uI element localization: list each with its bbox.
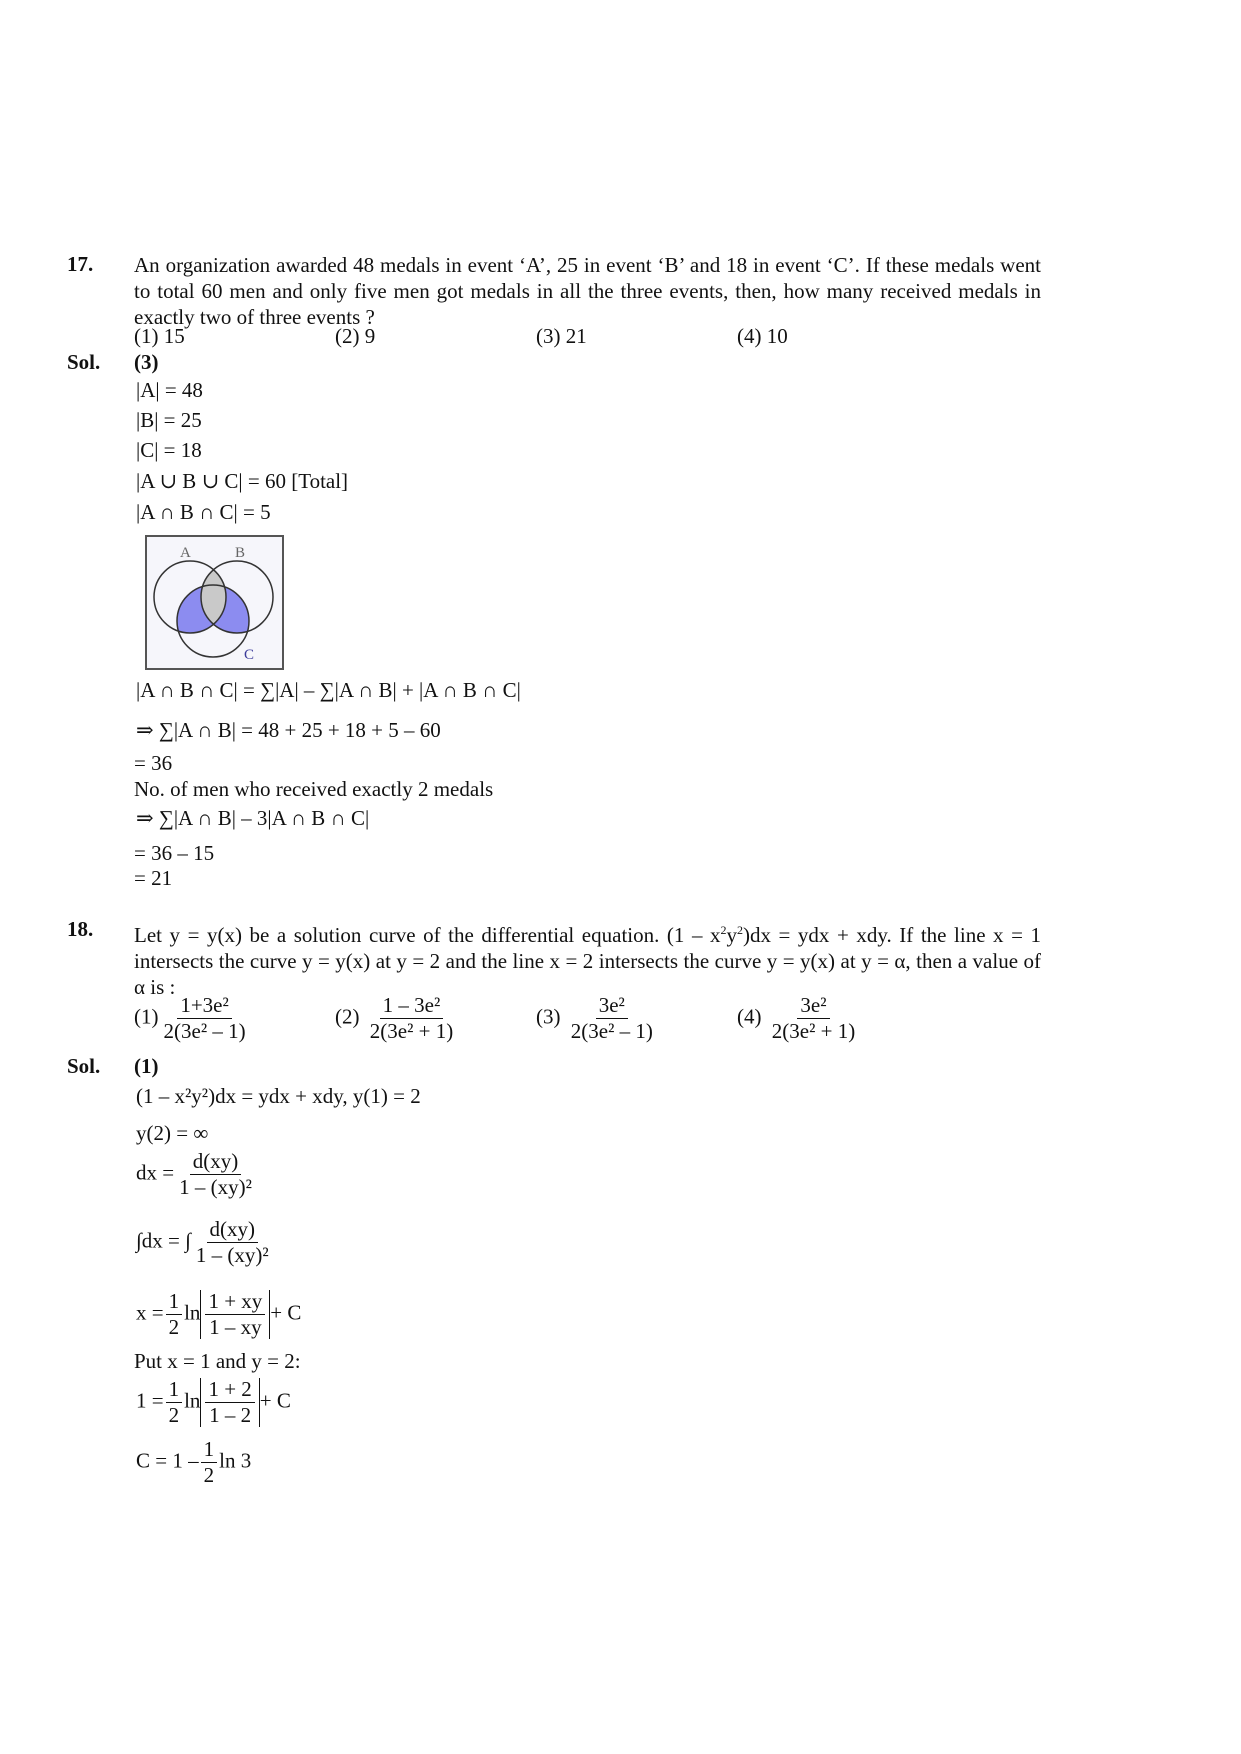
equation-line: ⇒ ∑|A ∩ B| – 3|A ∩ B ∩ C| [136, 806, 370, 830]
question-number: 18. [67, 917, 94, 941]
label-a: A [180, 545, 191, 561]
equation-line: |A| = 48 [136, 378, 203, 402]
solution-answer: (1) [134, 1054, 159, 1078]
equation-line: |A ∩ B ∩ C| = ∑|A| – ∑|A ∩ B| + |A ∩ B ∩ C| [136, 678, 521, 702]
equation-line: = 21 [134, 866, 173, 890]
equation-line: |A ∩ B ∩ C| = 5 [136, 500, 271, 524]
equation-line: C = 1 – $\frac{1}{2}$ ln 3 [136, 1437, 252, 1488]
equation-line: y(2) = ∞ [136, 1121, 209, 1145]
equation-line: ⇒ ∑|A ∩ B| = 48 + 25 + 18 + 5 – 60 [136, 718, 441, 742]
question-number: 17. [67, 252, 94, 276]
label-c: C [244, 647, 255, 663]
equation-line: ∫dx = ∫ $\frac{d(xy)}{\text{1 – (xy)²}}$ [136, 1217, 269, 1268]
label-b: B [235, 545, 246, 561]
option-1: (1) $\frac{\text{1+3e²}}{\text{2(3e² – 1)}}$ [134, 993, 246, 1044]
equation-line: x = $\frac{1}{2}$ ln $\frac{1 + xy}{1 - xy}$ + C [136, 1289, 302, 1340]
option-2: (2) $\frac{\text{1 – 3e²}}{\text{2(3e² + 1)}}$ [335, 993, 454, 1044]
question-text: Let y = y(x) be a solution curve of the differential equation. $(1 - x^2y^2)dx$ = ydx + xdy. If the line x = 1 intersects the curve y = y(x) at y = 2 and the line x = 2 intersects the curve y = y(x) at y = α, then a value of α is : [134, 923, 1041, 999]
equation-line: (1 – x²y²)dx = ydx + xdy, y(1) = 2 [136, 1084, 421, 1108]
option-3: (3) 21 [536, 324, 587, 348]
option-4: (4) 10 [737, 324, 788, 348]
option-3: (3) $\frac{\text{3e²}}{\text{2(3e² – 1)}}$ [536, 993, 653, 1044]
equation-line: dx = $\frac{d(xy)}{\text{1 – (xy)²}}$ [136, 1149, 252, 1200]
venn-diagram [145, 535, 284, 670]
option-4: (4) $\frac{\text{3e²}}{\text{2(3e² + 1)}}$ [737, 993, 856, 1044]
option-1: (1) 15 [134, 324, 185, 348]
equation-line: = 36 – 15 [134, 841, 215, 865]
option-2: (2) 9 [335, 324, 376, 348]
solution-answer: (3) [134, 350, 159, 374]
equation-line: Put x = 1 and y = 2: [134, 1349, 301, 1373]
equation-line: 1 = $\frac{1}{2}$ ln $\frac{1 + 2}{1 - 2}$ + C [136, 1377, 291, 1428]
equation-line: No. of men who received exactly 2 medals [134, 777, 494, 801]
solution-label: Sol. [67, 1054, 101, 1078]
equation-line: |A ∪ B ∪ C| = 60 [Total] [136, 469, 349, 493]
equation-line: = 36 [134, 751, 173, 775]
solution-label: Sol. [67, 350, 101, 374]
question-text: An organization awarded 48 medals in event ‘A’, 25 in event ‘B’ and 18 in event ‘C’. If these medals went to total 60 men and only five men got medals in all the three events, then, how many received medals in exactly two of three events ? [134, 253, 1041, 329]
equation-line: |B| = 25 [136, 408, 202, 432]
equation-line: |C| = 18 [136, 438, 202, 462]
